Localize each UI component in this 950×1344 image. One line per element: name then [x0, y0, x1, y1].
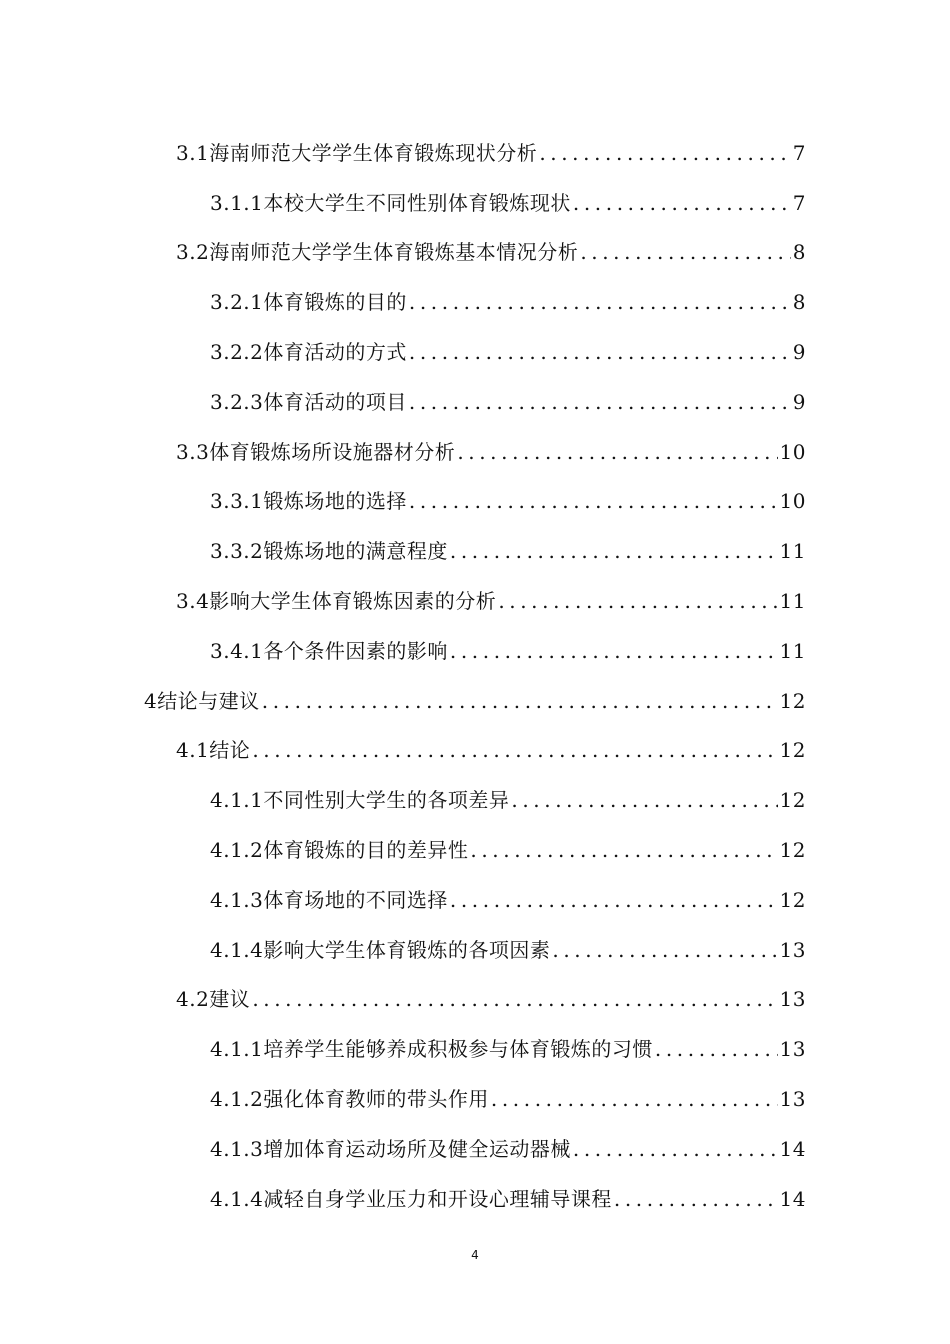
- toc-entry-page: 13: [779, 1037, 806, 1062]
- toc-entry[interactable]: [0, 178, 950, 228]
- toc-entry[interactable]: [0, 228, 950, 278]
- toc-dot-leader: [409, 342, 791, 362]
- toc-entry-page: 13: [779, 987, 806, 1012]
- toc-entry-title: 4.1.3体育场地的不同选择: [210, 887, 448, 912]
- toc-entry-page: 12: [779, 887, 806, 912]
- toc-dot-leader: [573, 193, 791, 213]
- toc-dot-leader: [491, 1089, 778, 1109]
- toc-entry-page: 11: [779, 589, 806, 614]
- toc-entry-title: 4.1.1培养学生能够养成积极参与体育锻炼的习惯: [210, 1037, 653, 1062]
- toc-entry-title: 4.1.2强化体育教师的带头作用: [210, 1087, 489, 1112]
- toc-entry-page: 7: [792, 140, 806, 165]
- toc-entry-page: 8: [792, 290, 806, 315]
- toc-dot-leader: [262, 691, 778, 711]
- toc-entry-title: 3.3体育锻炼场所设施器材分析: [176, 439, 456, 464]
- toc-dot-leader: [573, 1139, 778, 1159]
- toc-entry-page: 11: [779, 539, 806, 564]
- toc-dot-leader: [409, 292, 791, 312]
- toc-entry-page: 11: [779, 638, 806, 663]
- toc-entry-page: 7: [792, 190, 806, 215]
- toc-entry-page: 12: [779, 838, 806, 863]
- toc-dot-leader: [252, 740, 777, 760]
- toc-entry-title: 3.3.2锻炼场地的满意程度: [210, 539, 448, 564]
- toc-entry-title: 3.4.1各个条件因素的影响: [210, 638, 448, 663]
- toc-entry-page: 12: [779, 738, 806, 763]
- toc-entry-page: 10: [779, 439, 806, 464]
- toc-entry-page: 14: [779, 1136, 806, 1161]
- table-of-contents: [0, 128, 950, 1224]
- toc-entry-title: 4.1.1不同性别大学生的各项差异: [210, 788, 510, 813]
- toc-entry-title: 3.2.2体育活动的方式: [210, 340, 407, 365]
- toc-entry[interactable]: [0, 277, 950, 327]
- toc-entry[interactable]: [0, 526, 950, 576]
- toc-entry-title: 3.1海南师范大学学生体育锻炼现状分析: [176, 140, 538, 165]
- toc-entry[interactable]: [0, 676, 950, 726]
- toc-entry[interactable]: [0, 427, 950, 477]
- toc-entry-title: 4.1.2体育锻炼的目的差异性: [210, 838, 469, 863]
- toc-dot-leader: [511, 790, 777, 810]
- toc-dot-leader: [470, 840, 777, 860]
- toc-entry[interactable]: [0, 1174, 950, 1224]
- toc-entry[interactable]: [0, 327, 950, 377]
- toc-entry-page: 10: [779, 489, 806, 514]
- toc-dot-leader: [552, 940, 777, 960]
- toc-entry-page: 12: [779, 788, 806, 813]
- toc-dot-leader: [409, 491, 778, 511]
- toc-entry-title: 4.1.3增加体育运动场所及健全运动器械: [210, 1136, 571, 1161]
- toc-entry-title: 3.2.3体育活动的项目: [210, 389, 407, 414]
- toc-entry[interactable]: [0, 477, 950, 527]
- toc-dot-leader: [450, 890, 778, 910]
- toc-dot-leader: [450, 541, 778, 561]
- toc-entry[interactable]: [0, 925, 950, 975]
- toc-entry[interactable]: [0, 775, 950, 825]
- toc-dot-leader: [580, 242, 790, 262]
- toc-entry[interactable]: [0, 128, 950, 178]
- toc-entry[interactable]: [0, 1024, 950, 1074]
- toc-entry-title: 3.3.1锻炼场地的选择: [210, 489, 407, 514]
- toc-entry[interactable]: [0, 875, 950, 925]
- toc-entry-title: 4.1.4减轻自身学业压力和开设心理辅导课程: [210, 1186, 612, 1211]
- toc-dot-leader: [498, 591, 777, 611]
- toc-entry-page: 9: [792, 389, 806, 414]
- toc-entry-page: 9: [792, 340, 806, 365]
- toc-entry-title: 3.2海南师范大学学生体育锻炼基本情况分析: [176, 240, 579, 265]
- toc-entry-title: 4.1.4影响大学生体育锻炼的各项因素: [210, 937, 551, 962]
- toc-entry-title: 3.1.1本校大学生不同性别体育锻炼现状: [210, 190, 571, 215]
- toc-entry-page: 8: [792, 240, 806, 265]
- toc-entry[interactable]: [0, 626, 950, 676]
- toc-entry[interactable]: [0, 975, 950, 1025]
- page-number: 4: [471, 1248, 479, 1262]
- toc-entry[interactable]: [0, 1074, 950, 1124]
- toc-entry[interactable]: [0, 726, 950, 776]
- toc-entry[interactable]: [0, 576, 950, 626]
- toc-dot-leader: [457, 442, 777, 462]
- toc-dot-leader: [450, 641, 778, 661]
- toc-dot-leader: [252, 989, 777, 1009]
- toc-entry-title: 4.2建议: [176, 987, 251, 1012]
- toc-entry-page: 14: [779, 1186, 806, 1211]
- toc-entry[interactable]: [0, 1124, 950, 1174]
- toc-dot-leader: [409, 392, 791, 412]
- toc-dot-leader: [614, 1189, 778, 1209]
- toc-entry-page: 13: [779, 1087, 806, 1112]
- toc-dot-leader: [655, 1039, 778, 1059]
- toc-entry[interactable]: [0, 377, 950, 427]
- toc-entry-title: 3.2.1体育锻炼的目的: [210, 290, 407, 315]
- toc-entry-title: 4.1结论: [176, 738, 251, 763]
- toc-entry[interactable]: [0, 825, 950, 875]
- toc-entry-title: 4结论与建议: [144, 688, 260, 713]
- toc-entry-title: 3.4影响大学生体育锻炼因素的分析: [176, 589, 497, 614]
- toc-entry-page: 13: [779, 937, 806, 962]
- toc-entry-page: 12: [779, 688, 806, 713]
- toc-dot-leader: [539, 143, 790, 163]
